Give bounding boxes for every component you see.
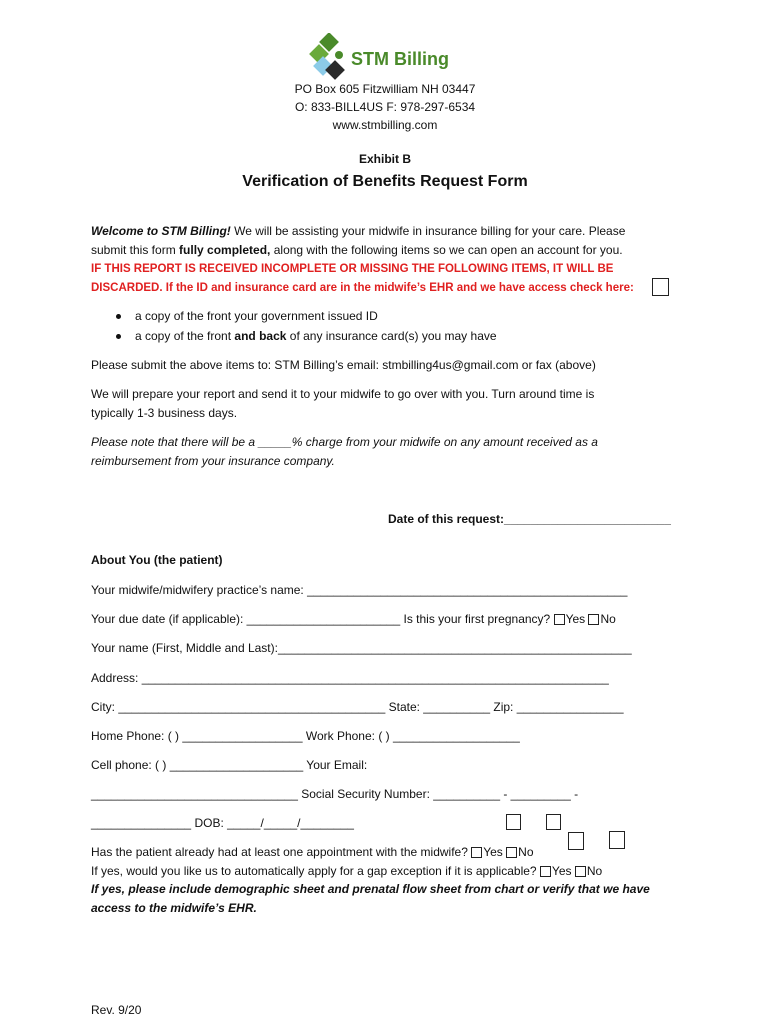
prepare-line-2: typically 1-3 business days. (91, 406, 238, 420)
appointment-yes-checkbox[interactable] (471, 847, 482, 858)
bullet-icon (116, 314, 121, 319)
welcome-text: Welcome to STM Billing! (91, 224, 231, 238)
bullet-icon (116, 334, 121, 339)
intro-text-1: We will be assisting your midwife in insurance billing for your care. Please (230, 224, 626, 238)
gap-yes-checkbox[interactable] (540, 866, 551, 877)
dob-field[interactable]: _______________ DOB: _____/_____/________ (91, 816, 354, 830)
gap-note-line-1: If yes, please include demographic sheet and prenatal flow sheet from chart or verify that we have (91, 882, 650, 896)
bullet-item-id: a copy of the front your government issued ID (135, 309, 378, 323)
and-back-text: and back (234, 329, 287, 343)
bullet-item-insurance (135, 329, 497, 344)
charge-note-line-2: reimbursement from your insurance company. (91, 454, 335, 468)
phone-fields[interactable]: Home Phone: ( ) __________________ Work Phone: ( ) ___________________ (91, 729, 520, 743)
exhibit-label: Exhibit B (358, 152, 411, 166)
yes-label: Yes (565, 612, 586, 626)
gap-no-checkbox-large[interactable] (609, 831, 625, 849)
address-field[interactable]: Address: ______________________________________________________________________ (91, 671, 609, 685)
full-name-field[interactable]: Your name (First, Middle and Last):_____________________________________________________ (91, 641, 632, 655)
gap-exception-row (91, 864, 602, 879)
warning-line-1: IF THIS REPORT IS RECEIVED INCOMPLETE OR MISSING THE FOLLOWING ITEMS, IT WILL BE (91, 263, 614, 275)
city-state-zip-field[interactable]: City: ________________________________________ State: __________ Zip: ________________ (91, 700, 624, 714)
revision-label: Rev. 9/20 (91, 1003, 142, 1017)
address-line-1: PO Box 605 Fitzwilliam NH 03447 (294, 82, 476, 96)
page-title: Verification of Benefits Request Form (242, 173, 528, 190)
website-link[interactable]: www.stmbilling.com (332, 118, 438, 132)
gap-note-line-2: access to the midwife’s EHR. (91, 901, 257, 915)
ssn-field[interactable]: _______________________________ Social Security Number: __________ - _________ - (91, 787, 579, 801)
due-date-field[interactable]: Your due date (if applicable): _______________________ Is this your first pregnancy? (91, 612, 554, 626)
yes-label: Yes (483, 845, 503, 859)
appointment-question: Has the patient already had at least one appointment with the midwife? (91, 845, 472, 859)
date-of-request-field[interactable]: Date of this request:_________________________ (388, 512, 671, 526)
first-pregnancy-no-checkbox[interactable] (588, 614, 599, 625)
logo (308, 33, 458, 83)
intro-line-1 (91, 224, 625, 239)
puzzle-pieces-icon (308, 33, 350, 81)
gap-yes-checkbox-large[interactable] (568, 832, 584, 850)
appointment-no-checkbox-large[interactable] (546, 814, 561, 830)
appointment-yes-checkbox-large[interactable] (506, 814, 521, 830)
first-pregnancy-yes-checkbox[interactable] (554, 614, 565, 625)
submit-instructions: Please submit the above items to: STM Billing’s email: stmbilling4us@gmail.com or fax (above) (91, 358, 596, 372)
bullet-text: of any insurance card(s) you may have (286, 329, 497, 343)
cell-email-fields[interactable]: Cell phone: ( ) ____________________ Your Email: (91, 758, 368, 772)
prepare-line-1: We will prepare your report and send it to your midwife to go over with you. Turn around time is (91, 387, 595, 401)
due-date-row (91, 612, 616, 627)
gap-no-checkbox[interactable] (575, 866, 586, 877)
yes-label: Yes (551, 864, 572, 878)
midwife-name-field[interactable]: Your midwife/midwifery practice’s name: ________________________________________________ (91, 583, 628, 597)
gap-exception-question: If yes, would you like us to automatically apply for a gap exception if it is applicable? (91, 864, 540, 878)
charge-note-line-1: Please note that there will be a _____% charge from your midwife on any amount received as a (91, 435, 598, 449)
address-line-2: O: 833-BILL4US F: 978-297-6534 (294, 100, 476, 114)
no-label: No (586, 864, 603, 878)
intro-text-3: along with the following items so we can open an account for you. (270, 243, 623, 257)
no-label: No (518, 845, 534, 859)
ehr-access-checkbox[interactable] (652, 278, 669, 296)
warning-line-2: DISCARDED. If the ID and insurance card are in the midwife’s EHR and we have access check here: (91, 282, 634, 294)
no-label: No (600, 612, 616, 626)
appointment-question-row (91, 845, 534, 860)
logo-text: STM Billing (351, 49, 449, 69)
intro-text-2: submit this form (91, 243, 180, 257)
bullet-text: a copy of the front (135, 329, 235, 343)
about-you-heading: About You (the patient) (91, 553, 223, 567)
appointment-no-checkbox[interactable] (506, 847, 517, 858)
intro-line-2 (91, 243, 623, 258)
fully-completed-text: fully completed, (179, 243, 271, 257)
